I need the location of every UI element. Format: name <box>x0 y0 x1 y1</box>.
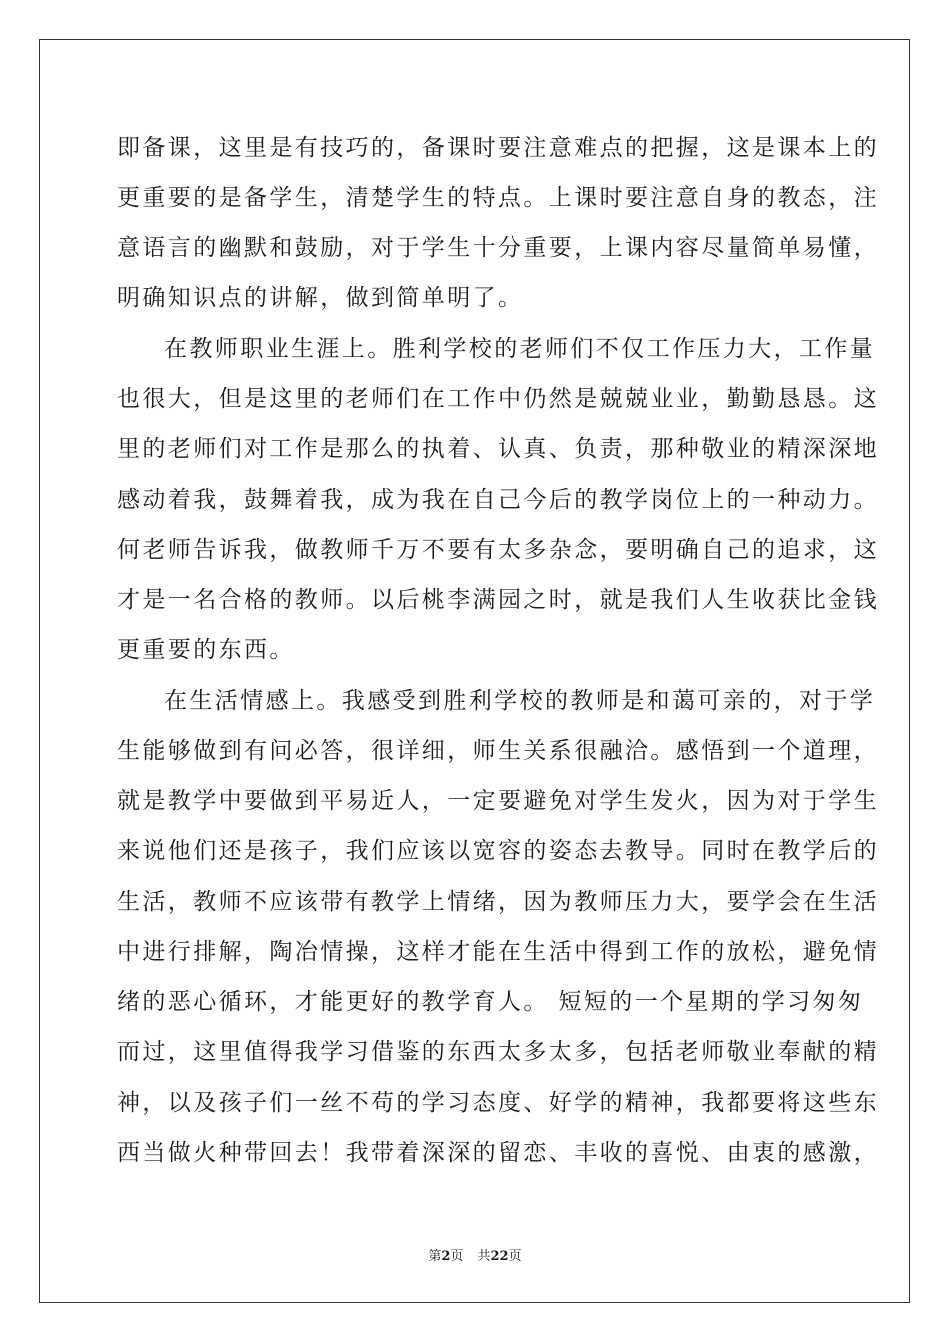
text-line: 而过，这里值得我学习借鉴的东西太多太多，包括老师敬业奉献的精 <box>117 1039 879 1065</box>
text-line: 来说他们还是孩子，我们应该以宽容的姿态去教导。同时在教学后的 <box>117 838 879 864</box>
text-line: 绪的恶心循环，才能更好的教学育人。 短短的一个星期的学习匆匆 <box>117 989 864 1015</box>
text-line: 也很大，但是这里的老师们在工作中仍然是兢兢业业，勤勤恳恳。这 <box>117 386 879 412</box>
page-suffix: 页 <box>450 1249 464 1264</box>
total-prefix: 共 <box>477 1249 491 1264</box>
text-line: 即备课，这里是有技巧的，备课时要注意难点的把握，这是课本上的 <box>117 135 879 161</box>
text-line: 里的老师们对工作是那么的执着、认真、负责，那种敬业的精深深地 <box>117 436 879 462</box>
text-line: 中进行排解，陶冶情操，这样才能在生活中得到工作的放松，避免情 <box>117 939 879 965</box>
page-number: 2 <box>441 1249 451 1264</box>
text-line: 才是一名合格的教师。以后桃李满园之时，就是我们人生收获比金钱 <box>117 587 879 613</box>
text-line: 生活，教师不应该带有教学上情绪，因为教师压力大，要学会在生活 <box>117 889 879 915</box>
text-line: 就是教学中要做到平易近人，一定要避免对学生发火，因为对于学生 <box>117 788 879 814</box>
text-line: 明确知识点的讲解，做到简单明了。 <box>117 285 524 311</box>
text-line: 神，以及孩子们一丝不苟的学习态度、好学的精神，我都要将这些东 <box>117 1090 879 1116</box>
paragraph-first-line: 在教师职业生涯上。胜利学校的老师们不仅工作压力大，工作量 <box>164 336 876 362</box>
page-prefix: 第 <box>428 1249 442 1264</box>
total-suffix: 页 <box>508 1249 522 1264</box>
text-line: 更重要的是备学生，清楚学生的特点。上课时要注意自身的教态，注 <box>117 185 879 211</box>
text-line: 何老师告诉我，做教师千万不要有太多杂念，要明确自己的追求，这 <box>117 537 879 563</box>
text-line: 意语言的幽默和鼓励，对于学生十分重要，上课内容尽量简单易懂， <box>117 235 879 261</box>
text-line: 生能够做到有问必答，很详细，师生关系很融洽。感悟到一个道理， <box>117 738 879 764</box>
paragraph-first-line: 在生活情感上。我感受到胜利学校的教师是和蔼可亲的，对于学 <box>164 688 876 714</box>
total-pages: 22 <box>490 1249 509 1264</box>
text-line: 更重要的东西。 <box>117 637 295 663</box>
text-line: 感动着我，鼓舞着我，成为我在自己今后的教学岗位上的一种动力。 <box>117 487 879 513</box>
text-line: 西当做火种带回去！我带着深深的留恋、丰收的喜悦、由衷的感激， <box>117 1140 879 1166</box>
page-footer <box>0 1249 950 1265</box>
